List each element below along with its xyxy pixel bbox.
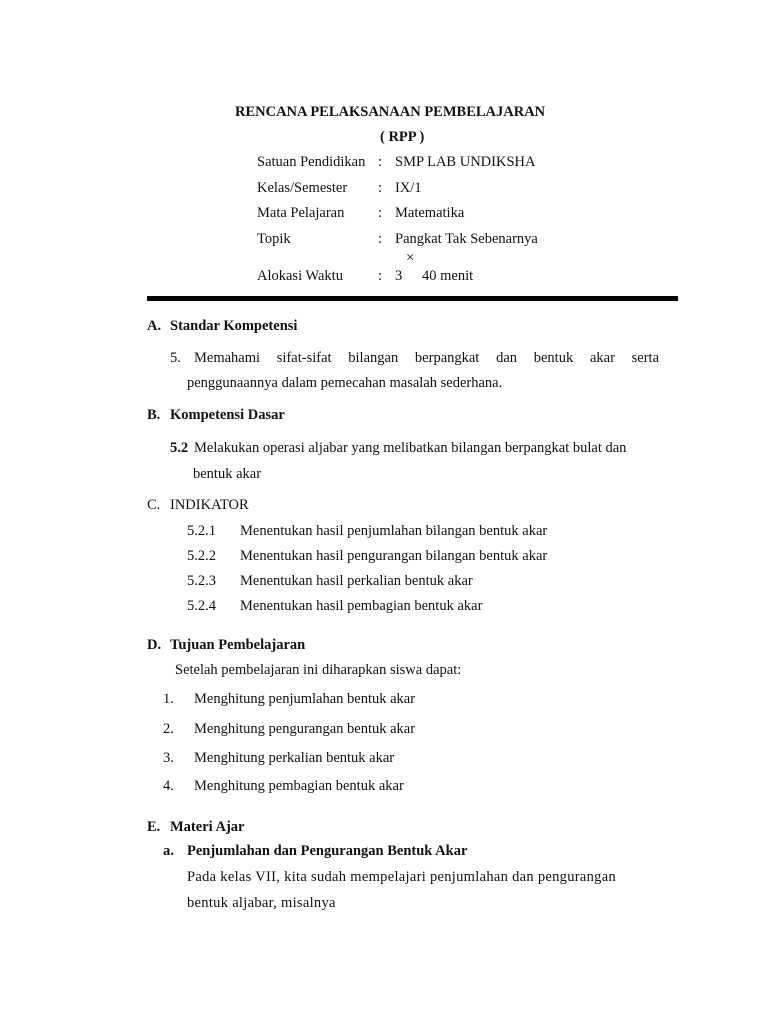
item-text: Menghitung pengurangan bentuk akar <box>194 721 416 737</box>
info-label: Alokasi Waktu <box>257 268 343 284</box>
info-value-minutes: 40 menit <box>422 268 474 284</box>
section-letter: C. <box>147 497 161 513</box>
info-value: SMP LAB UNDIKSHA <box>395 154 536 170</box>
section-title: Kompetensi Dasar <box>170 407 285 423</box>
section-letter: D. <box>147 637 162 653</box>
info-label: Satuan Pendidikan <box>257 154 366 170</box>
paragraph-line: bentuk akar <box>193 466 262 482</box>
item-number: 1. <box>163 691 174 707</box>
item-text: Menghitung perkalian bentuk akar <box>194 750 395 766</box>
item-text: Menghitung penjumlahan bentuk akar <box>194 691 416 707</box>
paragraph-line: Melakukan operasi aljabar yang melibatkan bilangan berpangkat bulat dan <box>194 440 627 456</box>
item-number: 5.2.1 <box>187 523 216 539</box>
paragraph-line: penggunaannya dalam pemecahan masalah sederhana. <box>187 375 503 391</box>
info-separator: : <box>378 205 383 221</box>
info-label: Mata Pelajaran <box>257 205 345 221</box>
item-number: 5.2.4 <box>187 598 216 614</box>
section-title: INDIKATOR <box>170 497 249 513</box>
item-number: 3. <box>163 750 174 766</box>
paragraph-line: Pada kelas VII, kita sudah mempelajari penjumlahan dan pengurangan <box>187 869 617 885</box>
paragraph-line: Setelah pembelajaran ini diharapkan siswa dapat: <box>175 662 462 678</box>
info-label: Topik <box>257 231 291 247</box>
info-value: 3 <box>395 268 403 284</box>
section-title: Materi Ajar <box>170 819 245 835</box>
info-value: Matematika <box>395 205 465 221</box>
info-separator: : <box>378 231 383 247</box>
item-number: 5.2.2 <box>187 548 216 564</box>
info-value: IX/1 <box>395 180 422 196</box>
info-value: Pangkat Tak Sebenarnya <box>395 231 538 247</box>
document-title: RENCANA PELAKSANAAN PEMBELAJARAN <box>235 104 546 120</box>
section-letter: E. <box>147 819 161 835</box>
document-subtitle: ( RPP ) <box>380 129 425 145</box>
multiply-symbol: × <box>406 250 415 266</box>
item-text: Menentukan hasil pembagian bentuk akar <box>240 598 483 614</box>
item-number: 2. <box>163 721 174 737</box>
item-number: 4. <box>163 778 174 794</box>
item-text: Menentukan hasil pengurangan bilangan bentuk akar <box>240 548 548 564</box>
item-text: Menentukan hasil penjumlahan bilangan bentuk akar <box>240 523 548 539</box>
info-separator: : <box>378 154 383 170</box>
info-separator: : <box>378 268 383 284</box>
item-text: Menentukan hasil perkalian bentuk akar <box>240 573 473 589</box>
item-number: 5. <box>170 350 181 366</box>
item-text: Menghitung pembagian bentuk akar <box>194 778 404 794</box>
paragraph-line: bentuk aljabar, misalnya <box>187 895 336 911</box>
item-number: 5.2 <box>170 440 189 456</box>
section-title: Standar Kompetensi <box>170 318 298 334</box>
info-separator: : <box>378 180 383 196</box>
subsection-title: Penjumlahan dan Pengurangan Bentuk Akar <box>187 843 468 859</box>
info-label: Kelas/Semester <box>257 180 348 196</box>
section-title: Tujuan Pembelajaran <box>170 637 306 653</box>
item-number: 5.2.3 <box>187 573 216 589</box>
paragraph-line: Memahami sifat-sifat bilangan berpangkat dan bentuk akar serta <box>194 350 659 366</box>
header-divider <box>147 296 678 301</box>
section-letter: A. <box>147 318 162 334</box>
section-letter: B. <box>147 407 161 423</box>
subsection-letter: a. <box>163 843 174 859</box>
